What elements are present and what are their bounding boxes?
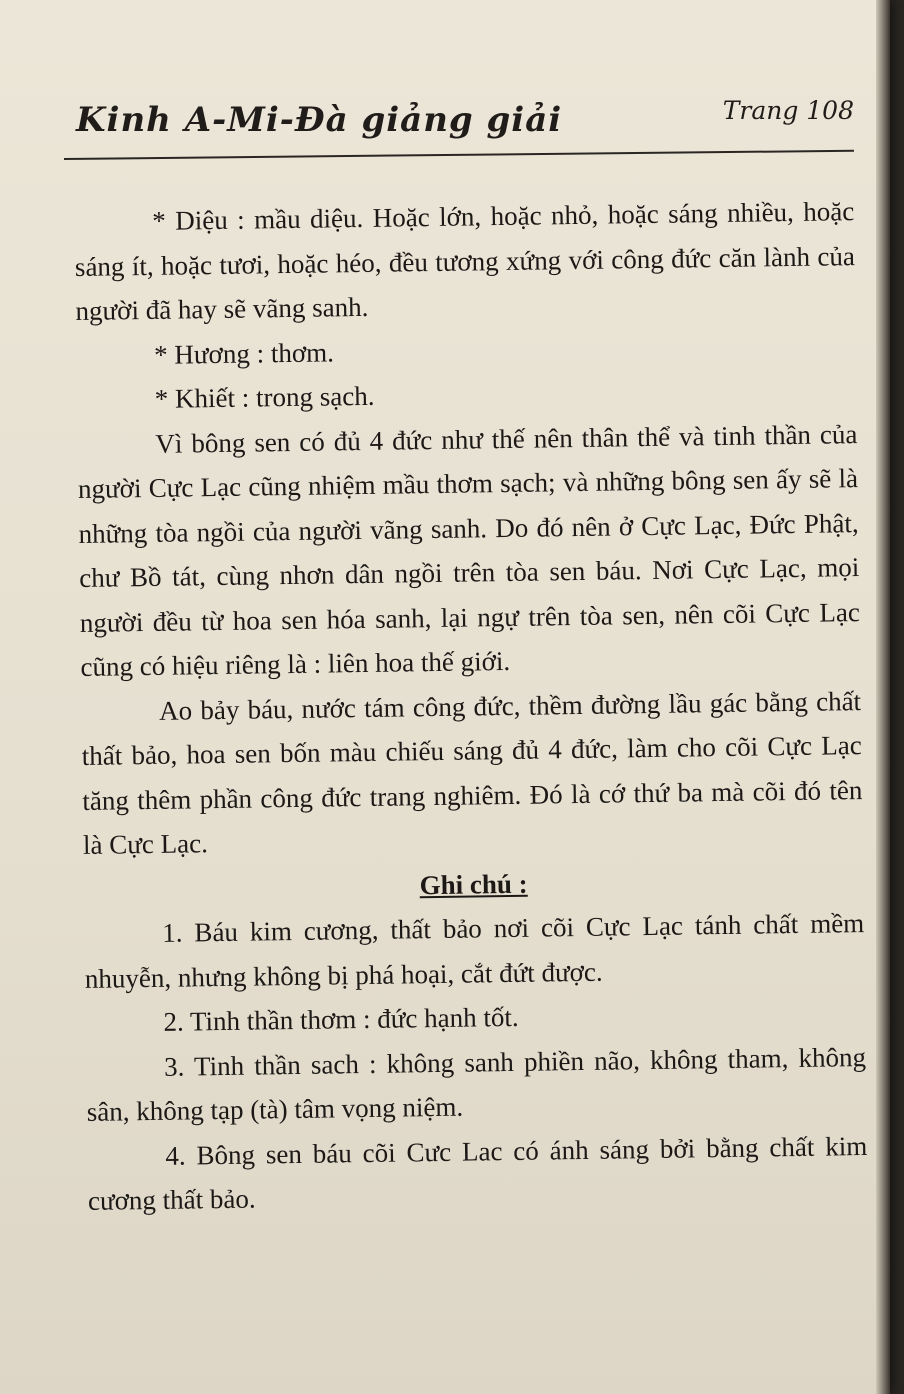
page-body [74, 189, 868, 1223]
definition-dieu: * Diệu : mầu diệu. Hoặc lớn, hoặc nhỏ, hoặc sáng nhiều, hoặc sáng ít, hoặc tươi, hoặc héo, đều tương xứng với công đức căn lành của người đã hay sẽ vãng sanh. [74, 196, 856, 326]
running-header [64, 96, 854, 160]
paragraph: Ao bảy báu, nước tám công đức, thềm đường lầu gác bằng chất thất bảo, hoa sen bốn màu chiếu sáng đủ 4 đức, làm cho cõi Cực Lạc tăng thêm phần công đức trang nghiêm. Đó là cớ thứ ba mà cõi đó tên là Cực Lạc. [81, 685, 863, 860]
note-item: 3. Tinh thần sach : không sanh phiền não, không tham, không sân, không tạp (tà) tâm vọng niệm. [86, 1041, 867, 1127]
page-edge-shadow [876, 0, 890, 1394]
note-item: 4. Bông sen báu cõi Cưc Lac có ánh sáng bởi bằng chất kim cương thất bảo. [87, 1130, 868, 1216]
definition-khiet: * Khiết : trong sạch. [154, 380, 375, 414]
header-divider [64, 150, 854, 160]
note-item: 2. Tinh thần thơm : đức hạnh tốt. [163, 1001, 519, 1037]
page-number: Trang 108 [722, 96, 854, 125]
paragraph: Vì bông sen có đủ 4 đức như thế nên thân thể và tinh thần của người Cực Lạc cũng nhiệm mầu thơm sạch; và những bông sen ấy sẽ là những tòa ngồi của người vãng sanh. Do đó nên ở Cực Lạc, Đức Phật, chư Bồ tát, cùng nhơn dân ngồi trên tòa sen báu. Nơi Cực Lạc, mọi người đều từ hoa sen hóa sanh, lại ngự trên tòa sen, nên cõi Cực Lạc cũng có hiệu riêng là : liên hoa thế giới. [77, 418, 861, 682]
note-item: 1. Báu kim cương, thất bảo nơi cõi Cực Lạc tánh chất mềm nhuyễn, nhưng không bị phá hoại, cắt đứt được. [84, 908, 865, 994]
notes-heading: Ghi chú : [419, 868, 528, 900]
definition-huong: * Hương : thơm. [153, 336, 335, 370]
book-title: Kinh A-Mi-Đà giảng giải [76, 100, 563, 140]
